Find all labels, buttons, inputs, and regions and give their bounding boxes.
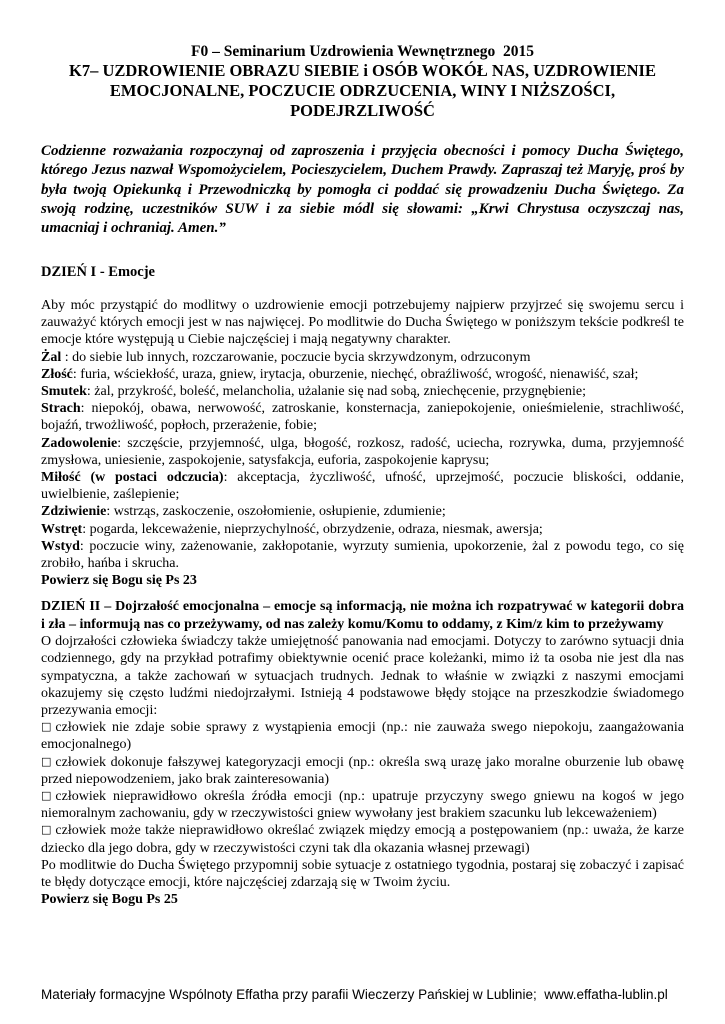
emotion-text: : poczucie winy, zażenowanie, zakłopotanie, wyrzuty sumienia, upokorzenie, żal z powodu tego, co się zrobiło, hańba i skrucha. <box>41 538 684 572</box>
bullet-text: człowiek dokonuje fałszywej kategoryzacji emocji (np.: określa swą urazę jako moralne oburzenie lub obawę przed niepowodzeniem, jako brak zainteresowania) <box>41 754 684 787</box>
day2-paragraph-2: Po modlitwie do Ducha Świętego przypomnij sobie sytuacje z ostatniego tygodnia, postaraj się zobaczyć i zapisać te błędy dotyczące emocji, które najczęściej zdarzają się w Twoim życiu. <box>41 857 684 891</box>
footer-text: Materiały formacyjne Wspólnoty Effatha przy parafii Wieczerzy Pańskiej w Lublinie; www.effatha-lublin.pl <box>41 987 668 1002</box>
emotion-text: : furia, wściekłość, uraza, gniew, irytacja, oburzenie, niechęć, obraźliwość, wrogość, nienawiść, szał; <box>72 366 639 382</box>
day2-heading: DZIEŃ II – Dojrzałość emocjonalna – emocje są informacją, nie można ich rozpatrywać w kategorii dobra i zła – informują nas co przeżywamy, od nas zależy komu/Komu to oddamy, z Kim/z kim to przeżywamy <box>41 599 684 632</box>
bullet-text: człowiek może także nieprawidłowo określać związek między emocją a postępowaniem (np.: uważa, że karze dziecko dla jego dobra, gdy w rzeczywistości czyni tak dla okazania własnej przewagi) <box>41 823 684 856</box>
emotion-label: Wstręt <box>41 521 83 537</box>
emotion-text: : akceptacja, życzliwość, ufność, uprzejmość, poczucie bliskości, oddanie, uwielbienie, zaślepienie; <box>41 470 685 503</box>
day2-closing: Powierz się Bogu Ps 25 <box>41 892 178 908</box>
checkbox-icon: □ <box>41 823 52 837</box>
document-title-line1: F0 – Seminarium Uzdrowienia Wewnętrznego 2015 <box>191 43 534 60</box>
bullet-item <box>41 788 684 822</box>
checkbox-icon: □ <box>41 789 52 803</box>
document-title-line2: K7– UZDROWIENIE OBRAZU SIEBIE i OSÓB WOKÓŁ NAS, UZDROWIENIE EMOCJONALNE, POCZUCIE ODRZUCENIA, WINY I NIŻSZOŚCI, PODEJRZLIWOŚĆ <box>69 61 656 120</box>
emotion-line-zal <box>41 349 684 366</box>
emotion-label: Zdziwienie <box>41 504 107 520</box>
emotion-label: Miłość (w postaci odczucia) <box>41 470 224 486</box>
emotion-label: Smutek <box>41 384 87 399</box>
bullet-item <box>41 754 684 788</box>
day1-closing: Powierz się Bogu się Ps 23 <box>41 573 197 589</box>
day2-section <box>41 633 684 908</box>
emotion-label: Wstyd <box>41 538 80 554</box>
emotion-line-wstret <box>41 521 684 538</box>
emotion-line-smutek <box>41 383 684 400</box>
intro-prayer-paragraph: Codzienne rozważania rozpoczynaj od zaproszenia i przyjęcia obecności i pomocy Ducha Świętego, którego Jezus nazwał Wspomożycielem, Pocieszycielem, Duchem Prawdy. Zapraszaj też Maryję, proś by była twoją Opiekunką i Przewodniczką by pomogła ci poddać się prowadzeniu Ducha Świętego. Za swoją rodzinę, uczestników SUW i za siebie módl się słowami: „Krwi Chrystusa oczyszczaj nas, umacniaj i ochraniaj. Amen.” <box>41 143 684 237</box>
document-title-block <box>41 42 684 121</box>
emotion-label: Złość <box>41 366 73 382</box>
day2-paragraph-1: O dojrzałości człowieka świadczy także umiejętność panowania nad emocjami. Dotyczy to zarówno sytuacji dnia codziennego, gdy na przykład potrafimy obiektywnie ocenić prace koleżanki, mimo iż ta osoba nie jest dla nas sympatyczna, a także zachowań w sytuacjach trudnych. Jednak to właśnie w związki z naszymi emocjami okazujemy się często ludźmi niedojrzałymi. Istnieją 4 podstawowe błędy stojące na przeszkodzie świadomego przezywania emocji: <box>41 634 684 719</box>
bullet-text: człowiek nie zdaje sobie sprawy z wystąpienia emocji (np.: nie zauważa swego niepokoju, zaangażowania emocjonalnego) <box>41 720 684 753</box>
emotion-label: Zadowolenie <box>41 435 118 451</box>
day1-heading: DZIEŃ I - Emocje <box>41 264 155 281</box>
emotion-text: : wstrząs, zaskoczenie, oszołomienie, osłupienie, zdumienie; <box>106 504 446 520</box>
day1-section <box>41 297 684 589</box>
checkbox-icon: □ <box>41 754 52 768</box>
emotion-line-strach <box>41 400 684 434</box>
emotion-label: Żal <box>41 349 62 365</box>
day1-intro-paragraph: Aby móc przystąpić do modlitwy o uzdrowienie emocji potrzebujemy najpierw przyjrzeć się swojemu sercu i zauważyć których emocji jest w nas najwięcej. Po modlitwie do Ducha Świętego w poniższym tekście podkreśl te emocje które występują u Ciebie najczęściej i mają negatywny charakter. <box>41 297 684 348</box>
emotion-text: : niepokój, obawa, nerwowość, zatroskanie, konsternacja, zaniepokojenie, onieśmielenie, strachliwość, bojaźń, trwożliwość, popłoch, przerażenie, fobie; <box>41 401 684 434</box>
emotion-line-milosc <box>41 469 684 503</box>
emotion-line-zdziwienie <box>41 503 684 520</box>
emotion-label: Strach <box>41 401 81 417</box>
emotion-line-zadowolenie <box>41 435 684 469</box>
checkbox-icon: □ <box>41 720 52 734</box>
bullet-item <box>41 719 684 753</box>
emotion-text: : żal, przykrość, boleść, melancholia, użalanie się nad sobą, zniechęcenie, przygnębienie; <box>86 384 587 399</box>
emotion-text: : do siebie lub innych, rozczarowanie, poczucie bycia skrzywdzonym, odrzuconym <box>61 349 531 365</box>
bullet-item <box>41 822 684 856</box>
emotion-text: : szczęście, przyjemność, ulga, błogość, rozkosz, radość, uciecha, rozrywka, duma, przyjemność zmysłowa, uniesienie, zaspokojenie, satysfakcja, euforia, zaspokojenie kaprysu; <box>41 435 684 468</box>
emotion-text: : pogarda, lekceważenie, nieprzychylność, obrzydzenie, odraza, niesmak, awersja; <box>82 521 543 537</box>
emotion-line-wstyd <box>41 538 684 572</box>
bullet-text: człowiek nieprawidłowo określa źródła emocji (np.: upatruje przyczyny swego gniewu na kogoś w jego niemoralnym zachowaniu, gdy w rzeczywistości gniew wywołany jest brakiem szacunku lub lekceważeniem) <box>41 789 684 822</box>
emotion-line-zlosc <box>41 366 684 383</box>
